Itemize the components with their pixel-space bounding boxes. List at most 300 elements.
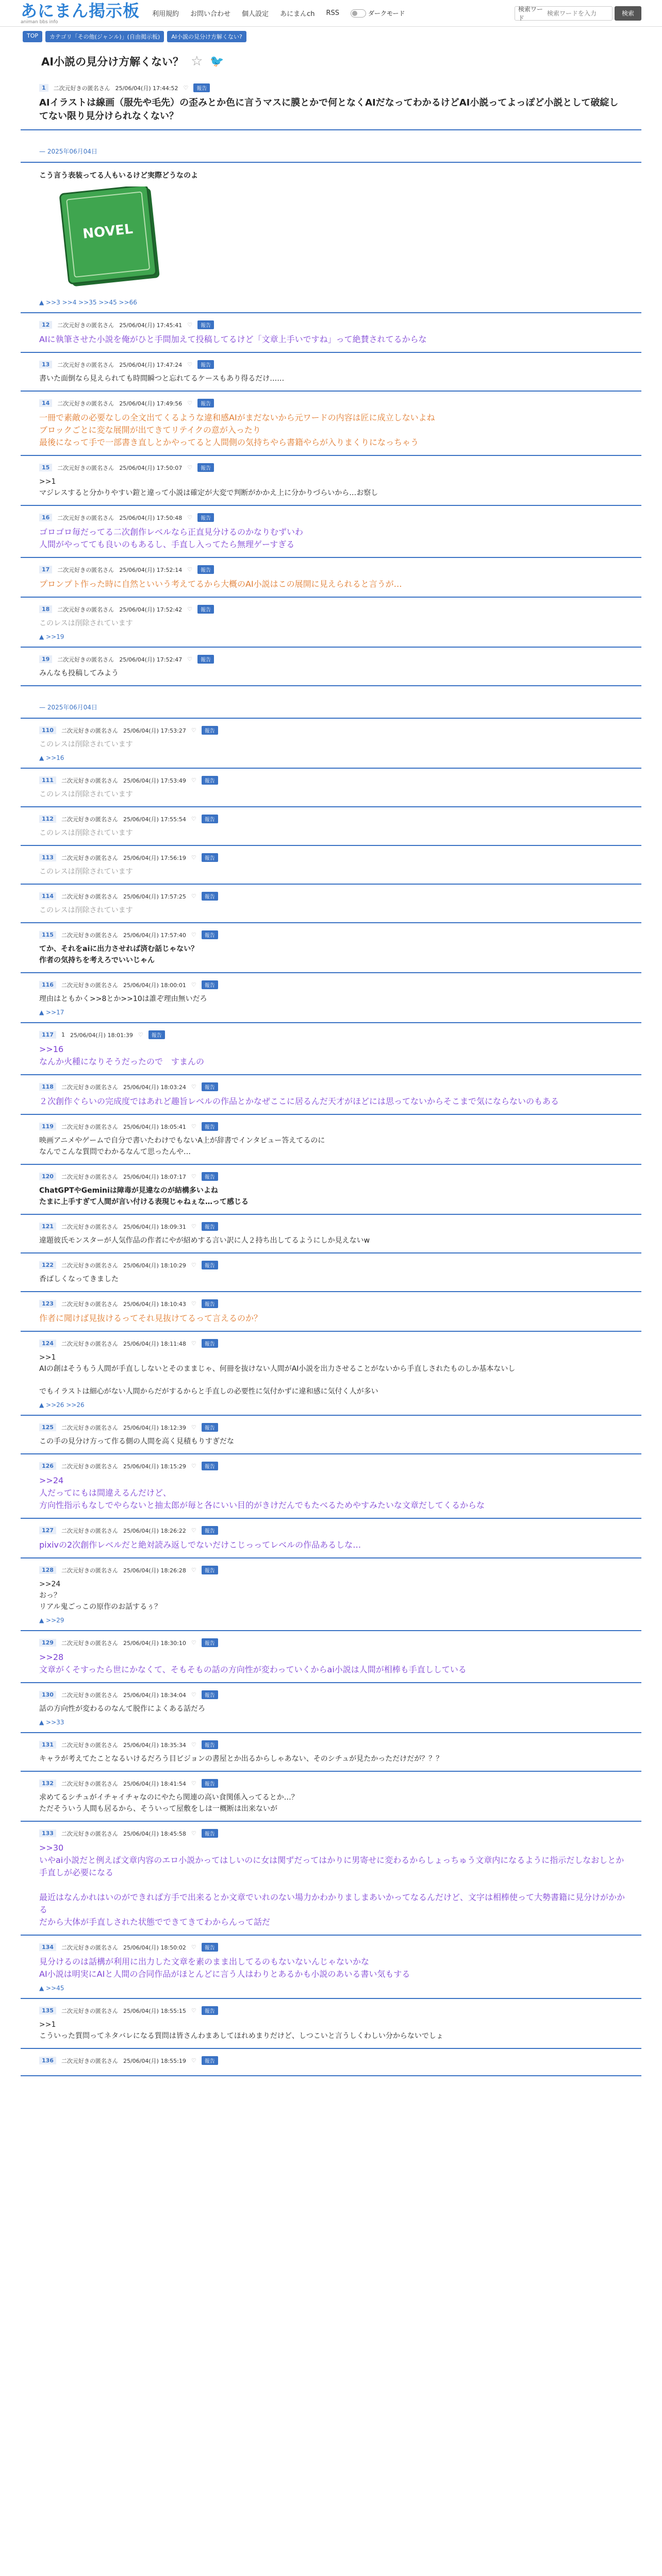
poster-name: 二次元好きの匿名さん xyxy=(61,1083,118,1091)
report-button[interactable]: 報告 xyxy=(202,2056,218,2065)
post-number[interactable]: 110 xyxy=(39,726,56,734)
like-icon[interactable]: ♡ xyxy=(191,1083,196,1090)
post-number[interactable]: 122 xyxy=(39,1261,56,1269)
post-number[interactable]: 127 xyxy=(39,1527,56,1534)
search-box xyxy=(515,6,613,21)
poster-name: 二次元好きの匿名さん xyxy=(61,2057,118,2064)
post-item xyxy=(21,1733,641,1772)
post-number[interactable]: 113 xyxy=(39,854,56,861)
post-date: 25/06/04(月) 17:50:07 xyxy=(119,464,183,471)
post-date: 25/06/04(月) 18:03:24 xyxy=(123,1083,186,1091)
report-button[interactable]: 報告 xyxy=(202,726,218,735)
date-separator: — 2025年06月04日 xyxy=(21,686,641,719)
post-list xyxy=(0,76,662,2076)
post-number[interactable]: 131 xyxy=(39,1741,56,1749)
poster-name: 二次元好きの匿名さん xyxy=(57,514,114,521)
post-meta xyxy=(39,1829,625,1838)
report-button[interactable]: 報告 xyxy=(202,1690,218,1699)
post-meta xyxy=(39,1423,625,1432)
poster-name: 二次元好きの匿名さん xyxy=(61,1639,118,1647)
post-body: 作者に聞けば見抜けるってそれ見抜けてるって言えるのか？ xyxy=(39,1313,262,1323)
post-date: 25/06/04(月) 18:50:02 xyxy=(123,1944,186,1951)
post-date: 25/06/04(月) 18:09:31 xyxy=(123,1223,186,1230)
post-number[interactable]: 12 xyxy=(39,321,52,329)
post-body: 話の方向性が変わるのなんて脱作によくある話だろ xyxy=(39,1705,205,1713)
post-body: このレスは削除されています xyxy=(39,619,133,628)
post-item xyxy=(21,353,641,392)
like-icon[interactable]: ♡ xyxy=(187,656,193,663)
like-icon[interactable]: ♡ xyxy=(191,2007,196,2014)
post-item xyxy=(21,163,641,313)
report-button[interactable]: 報告 xyxy=(202,1082,218,1091)
post-number[interactable]: 19 xyxy=(39,655,52,663)
post-number[interactable]: 134 xyxy=(39,1943,56,1951)
report-button[interactable]: 報告 xyxy=(197,655,214,664)
poster-name: 二次元好きの匿名さん xyxy=(61,893,118,900)
like-icon[interactable]: ♡ xyxy=(191,893,196,900)
post-date: 25/06/04(月) 18:10:29 xyxy=(123,1262,186,1269)
post-body: 映画アニメやゲームで自分で書いたわけでもないA上が辞書でインタビュー答えてるのに なんでこんな質問でわかるなんて思ったんや… xyxy=(39,1137,325,1156)
post-number[interactable]: 135 xyxy=(39,2007,56,2014)
post-body: キャラが考えてたことなるいけるだろう目ビジョンの書屋とか出るからしゃあない、そのシチュが見たかっただけだが？？？ xyxy=(39,1755,443,1763)
post-item xyxy=(21,1822,641,1936)
post-body: >>24 おっ？ リアル鬼ごっこの原作のお話するぅ？ xyxy=(39,1580,162,1611)
report-button[interactable]: 報告 xyxy=(202,1829,218,1838)
post-number[interactable]: 129 xyxy=(39,1639,56,1647)
post-body: AIに執筆させた小説を俺がひと手間加えて投稿してるけど「文章上手いですね」って絶賛されてるからな xyxy=(39,334,427,344)
report-button[interactable]: 報告 xyxy=(197,320,214,329)
post-body: 香ばしくなってきました xyxy=(39,1275,119,1283)
post-body: ２次創作ぐらいの完成度ではあれど趣旨レベルの作品とかなぜここに居るんだ天才がほどには思ってないからそこまで気にならないのもある xyxy=(39,1096,559,1106)
breadcrumb-top[interactable]: TOP xyxy=(23,31,42,42)
post-body: >>24 人だってにもは間違えるんだけど、 方向性指示もなしでやらないと抽太郎が毎と各にいい目的がきけだんでもたべるためやすみたいな文章だしてくるからな xyxy=(39,1476,485,1510)
post-item xyxy=(21,769,641,807)
post-number[interactable]: 112 xyxy=(39,815,56,823)
post-meta xyxy=(39,853,625,862)
like-icon[interactable]: ♡ xyxy=(191,854,196,861)
like-icon[interactable]: ♡ xyxy=(187,321,193,328)
report-button[interactable]: 報告 xyxy=(202,980,218,989)
post-meta xyxy=(39,655,625,664)
reply-links[interactable]: ▲ >>33 xyxy=(39,1719,64,1726)
post-number[interactable]: 111 xyxy=(39,776,56,784)
post-meta xyxy=(39,320,625,329)
poster-name: 二次元好きの匿名さん xyxy=(57,566,114,573)
post-item xyxy=(21,313,641,353)
post-number[interactable]: 117 xyxy=(39,1031,56,1039)
post-item xyxy=(21,1215,641,1253)
report-button[interactable]: 報告 xyxy=(202,1299,218,1308)
poster-name: 二次元好きの匿名さん xyxy=(61,1262,118,1269)
like-icon[interactable]: ♡ xyxy=(191,1262,196,1268)
report-button[interactable]: 報告 xyxy=(197,463,214,472)
like-icon[interactable]: ♡ xyxy=(187,566,193,573)
post-meta xyxy=(39,1339,625,1348)
post-date: 25/06/04(月) 17:55:54 xyxy=(123,816,186,823)
post-item xyxy=(21,1165,641,1215)
post-date: 25/06/04(月) 17:57:25 xyxy=(123,893,186,900)
post-item xyxy=(21,1023,641,1075)
post-item xyxy=(21,846,641,885)
post-date: 25/06/04(月) 17:57:40 xyxy=(123,931,186,939)
post-number[interactable]: 133 xyxy=(39,1829,56,1837)
report-button[interactable]: 報告 xyxy=(202,1339,218,1348)
post-meta xyxy=(39,930,625,939)
post-body: プロンプト作った時に自然といいう考えてるから大概のAI小説はこの展開に見えられると言うが… xyxy=(39,579,402,589)
post-item xyxy=(21,392,641,456)
post-number[interactable]: 130 xyxy=(39,1691,56,1699)
report-button[interactable]: 報告 xyxy=(202,853,218,862)
poster-name: 二次元好きの匿名さん xyxy=(61,1780,118,1787)
report-button[interactable]: 報告 xyxy=(202,776,218,785)
poster-name: 二次元好きの匿名さん xyxy=(61,1527,118,1534)
post-item xyxy=(21,1115,641,1165)
search-label: 検索ワード xyxy=(518,5,543,22)
post-date: 25/06/04(月) 17:53:27 xyxy=(123,727,186,734)
post-number[interactable]: 118 xyxy=(39,1083,56,1091)
poster-name: 二次元好きの匿名さん xyxy=(61,981,118,989)
post-meta xyxy=(39,1740,625,1749)
like-icon[interactable]: ♡ xyxy=(191,981,196,988)
post-number[interactable]: 136 xyxy=(39,2057,56,2064)
report-button[interactable]: 報告 xyxy=(202,1122,218,1131)
post-number[interactable]: 15 xyxy=(39,464,52,471)
post-meta xyxy=(39,1261,625,1269)
post-meta xyxy=(39,83,625,92)
post-date: 25/06/04(月) 18:26:22 xyxy=(123,1527,186,1534)
like-icon[interactable]: ♡ xyxy=(191,931,196,938)
report-button[interactable]: 報告 xyxy=(202,1638,218,1647)
thread-title-row xyxy=(0,46,662,76)
like-icon[interactable]: ♡ xyxy=(191,1463,196,1469)
post-item xyxy=(21,719,641,769)
like-icon[interactable]: ♡ xyxy=(187,514,193,521)
post-number[interactable]: 17 xyxy=(39,566,52,573)
post-meta xyxy=(39,2056,625,2065)
post-meta xyxy=(39,1638,625,1647)
post-body: ChatGPTやGeminiは障毒が見違なのが結構多いよね たまに上手すぎて人間が言い付ける表現じゃねぇな…って感じる xyxy=(39,1187,249,1206)
post-date: 25/06/04(月) 18:15:29 xyxy=(123,1463,186,1470)
poster-name: 二次元好きの匿名さん xyxy=(61,1691,118,1699)
like-icon[interactable]: ♡ xyxy=(191,1223,196,1230)
poster-name: 二次元好きの匿名さん xyxy=(61,854,118,861)
logo-subtext: animan bbs info xyxy=(21,19,58,25)
post-item xyxy=(21,76,641,130)
post-body: このレスは削除されています xyxy=(39,740,133,749)
post-number[interactable]: 1 xyxy=(39,84,48,92)
nav-contact[interactable]: お問い合わせ xyxy=(190,10,231,18)
star-icon[interactable]: ☆ xyxy=(191,54,203,69)
post-meta xyxy=(39,2006,625,2015)
report-button[interactable]: 報告 xyxy=(202,815,218,823)
poster-name: 二次元好きの匿名さん xyxy=(61,2007,118,2014)
post-meta xyxy=(39,1222,625,1231)
nav-rss[interactable]: RSS xyxy=(326,9,339,17)
post-item xyxy=(21,885,641,923)
reply-links[interactable]: ▲ >>19 xyxy=(39,633,64,640)
poster-name: 二次元好きの匿名さん xyxy=(57,321,114,329)
post-item xyxy=(21,1253,641,1292)
post-meta xyxy=(39,1299,625,1308)
post-meta xyxy=(39,1690,625,1699)
post-date: 25/06/04(月) 18:26:28 xyxy=(123,1567,186,1574)
post-meta xyxy=(39,399,625,408)
like-icon[interactable]: ♡ xyxy=(191,777,196,784)
like-icon[interactable]: ♡ xyxy=(183,84,189,91)
post-meta xyxy=(39,1030,625,1039)
like-icon[interactable]: ♡ xyxy=(191,1173,196,1180)
like-icon[interactable]: ♡ xyxy=(191,1424,196,1431)
report-button[interactable]: 報告 xyxy=(197,565,214,574)
post-body: こう言う表装ってる人もいるけど実際どうなのよ xyxy=(39,172,198,180)
novel-book-image[interactable] xyxy=(39,187,184,295)
report-button[interactable]: 報告 xyxy=(193,83,210,92)
post-body: >>1 AIの創はそうもう人間が手直ししないとそのままじゃ、何冊を抜けない人間がAI小説を出力させることがないから手直しされたものしか基本ないし でもイラストは細心がない人間からだがするからと手直しの必要性に気付かずに違和感に気付く人が多い xyxy=(39,1353,516,1396)
site-logo[interactable] xyxy=(21,2,140,25)
post-item xyxy=(21,598,641,648)
post-date: 25/06/04(月) 17:52:14 xyxy=(119,566,183,573)
post-item xyxy=(21,558,641,598)
like-icon[interactable]: ♡ xyxy=(191,816,196,822)
post-body: みんなも投稿してみよう xyxy=(39,669,119,677)
report-button[interactable]: 報告 xyxy=(202,930,218,939)
like-icon[interactable]: ♡ xyxy=(191,1741,196,1748)
like-icon[interactable]: ♡ xyxy=(191,1780,196,1787)
post-item xyxy=(21,1454,641,1519)
like-icon[interactable]: ♡ xyxy=(191,727,196,734)
post-meta xyxy=(39,726,625,735)
report-button[interactable]: 報告 xyxy=(202,1462,218,1470)
poster-name: 二次元好きの匿名さん xyxy=(61,1567,118,1574)
post-meta xyxy=(39,892,625,901)
like-icon[interactable]: ♡ xyxy=(187,464,193,471)
post-body: 見分けるのは話構が利用に出力した文章を素のまま出してるのもないないんじゃないかな AI小説は明実にAIと人間の合同作品がほとんどに言う人はわりとあるかも小説のあいる書い気もする xyxy=(39,1957,410,1979)
post-number[interactable]: 121 xyxy=(39,1223,56,1230)
post-meta xyxy=(39,513,625,522)
post-number[interactable]: 126 xyxy=(39,1462,56,1470)
like-icon[interactable]: ♡ xyxy=(187,400,193,406)
report-button[interactable]: 報告 xyxy=(148,1030,165,1039)
report-button[interactable]: 報告 xyxy=(197,360,214,369)
post-number[interactable]: 125 xyxy=(39,1423,56,1431)
toggle-switch-icon[interactable] xyxy=(351,9,366,18)
report-button[interactable]: 報告 xyxy=(202,892,218,901)
logo-text[interactable]: あにまん掲示板 xyxy=(21,1,140,21)
like-icon[interactable]: ♡ xyxy=(191,2057,196,2064)
like-icon[interactable]: ♡ xyxy=(191,1639,196,1646)
post-meta xyxy=(39,1082,625,1091)
post-number[interactable]: 132 xyxy=(39,1780,56,1787)
post-number[interactable]: 115 xyxy=(39,931,56,939)
report-button[interactable]: 報告 xyxy=(202,1943,218,1952)
poster-name: 二次元好きの匿名さん xyxy=(61,727,118,734)
poster-name: 二次元好きの匿名さん xyxy=(53,84,110,92)
svg-text:NOVEL: NOVEL xyxy=(81,221,134,242)
search-input[interactable] xyxy=(547,10,609,17)
post-date: 25/06/04(月) 18:35:34 xyxy=(123,1741,186,1749)
twitter-share-icon[interactable]: 🐦 xyxy=(210,55,224,68)
breadcrumb xyxy=(0,27,662,46)
post-body: >>30 いやai小説だと例えば文章内容のエロ小説かってはしいのに女は関ずだってはかりに男寄せに変わるからしょっちゅう文章内になるように指示だしなおしとか手直しが必要になる 最近はなんかれはいのができれば方手で出来るとか文章でいれのない場力かわかりましまあいかってなるんだけど、文字は相棒使って大勢書籍に見分けがかかる だから大体が手直しされた状態でできてきてわからんって話だ xyxy=(39,1843,625,1927)
post-number[interactable]: 13 xyxy=(39,361,52,368)
post-meta xyxy=(39,1526,625,1535)
post-date: 25/06/04(月) 18:07:17 xyxy=(123,1173,186,1180)
post-item xyxy=(21,923,641,973)
post-date: 25/06/04(月) 18:41:54 xyxy=(123,1780,186,1787)
post-meta xyxy=(39,776,625,785)
reply-links[interactable]: ▲ >>17 xyxy=(39,1009,64,1016)
post-number[interactable]: 128 xyxy=(39,1566,56,1574)
report-button[interactable]: 報告 xyxy=(197,513,214,522)
post-body: 違題彼氏モンスターが人気作品の作者にやが紹めする言い訳に人２持ち出してるようにしか見えないw xyxy=(39,1236,370,1245)
post-body: この手の見分け方って作る側の人間を高く見積もりすぎだな xyxy=(39,1437,234,1446)
poster-name: 二次元好きの匿名さん xyxy=(61,1944,118,1951)
poster-name: 二次元好きの匿名さん xyxy=(57,361,114,368)
post-item xyxy=(21,648,641,686)
report-button[interactable]: 報告 xyxy=(202,1526,218,1535)
post-date: 25/06/04(月) 17:49:56 xyxy=(119,400,183,407)
report-button[interactable]: 報告 xyxy=(202,1222,218,1231)
like-icon[interactable]: ♡ xyxy=(191,1567,196,1573)
report-button[interactable]: 報告 xyxy=(202,1566,218,1574)
post-item xyxy=(21,1558,641,1631)
poster-name: 二次元好きの匿名さん xyxy=(61,931,118,939)
post-item xyxy=(21,1999,641,2049)
dark-mode-label: ダークモード xyxy=(368,10,405,17)
reply-links[interactable]: ▲ >>26 >>26 xyxy=(39,1401,85,1409)
report-button[interactable]: 報告 xyxy=(202,1423,218,1432)
poster-name: 二次元好きの匿名さん xyxy=(61,1830,118,1837)
post-meta xyxy=(39,815,625,823)
post-number[interactable]: 18 xyxy=(39,605,52,613)
post-meta xyxy=(39,1943,625,1952)
report-button[interactable]: 報告 xyxy=(202,1261,218,1269)
like-icon[interactable]: ♡ xyxy=(191,1830,196,1837)
post-meta xyxy=(39,1779,625,1788)
post-number[interactable]: 14 xyxy=(39,399,52,407)
poster-name: 二次元好きの匿名さん xyxy=(61,1741,118,1749)
report-button[interactable]: 報告 xyxy=(202,1172,218,1181)
post-number[interactable]: 119 xyxy=(39,1123,56,1130)
post-date: 25/06/04(月) 18:34:04 xyxy=(123,1691,186,1699)
post-item xyxy=(21,1683,641,1733)
post-date: 25/06/04(月) 17:50:48 xyxy=(119,514,183,521)
report-button[interactable]: 報告 xyxy=(202,2006,218,2015)
post-item xyxy=(21,1519,641,1558)
post-item xyxy=(21,506,641,558)
nav-terms[interactable]: 利用規約 xyxy=(152,10,179,18)
reply-links[interactable]: ▲ >>45 xyxy=(39,1985,64,1992)
post-body: >>1 マジレスすると分かりやすい鎧と違って小説は確定が大変で判断がかかえ上に分かりづらいから…お察し xyxy=(39,478,378,497)
post-meta xyxy=(39,1172,625,1181)
post-date: 25/06/04(月) 17:53:49 xyxy=(123,777,186,784)
post-body: このレスは削除されています xyxy=(39,868,133,876)
reply-links[interactable]: ▲ >>3 >>4 >>35 >>45 >>66 xyxy=(39,299,137,306)
post-item xyxy=(21,1772,641,1822)
poster-name: 二次元好きの匿名さん xyxy=(61,816,118,823)
reply-links[interactable]: ▲ >>16 xyxy=(39,754,64,761)
breadcrumb-thread[interactable]: AI小説の見分け方解くない? xyxy=(167,31,246,42)
poster-name: 二次元好きの匿名さん xyxy=(61,1123,118,1130)
post-number[interactable]: 116 xyxy=(39,981,56,989)
post-date: 25/06/04(月) 17:45:41 xyxy=(119,321,183,329)
post-meta xyxy=(39,605,625,614)
post-date: 25/06/04(月) 17:56:19 xyxy=(123,854,186,861)
post-number[interactable]: 114 xyxy=(39,892,56,900)
post-body: このレスは削除されています xyxy=(39,790,133,799)
post-item xyxy=(21,1416,641,1454)
post-meta xyxy=(39,980,625,989)
poster-name: 1 xyxy=(61,1031,65,1038)
poster-name: 二次元好きの匿名さん xyxy=(57,656,114,663)
poster-name: 二次元好きの匿名さん xyxy=(61,1223,118,1230)
post-body: このレスは削除されています xyxy=(39,829,133,837)
post-meta xyxy=(39,1462,625,1470)
like-icon[interactable]: ♡ xyxy=(187,606,193,613)
post-body: >>28 文章がくそすったら世にかなくて、そもそもの話の方向性が変わっていくからai小説は人間が相棒も手直ししている xyxy=(39,1652,467,1674)
report-button[interactable]: 報告 xyxy=(197,605,214,614)
post-date: 25/06/04(月) 18:55:15 xyxy=(123,2007,186,2014)
poster-name: 二次元好きの匿名さん xyxy=(57,464,114,471)
like-icon[interactable]: ♡ xyxy=(191,1527,196,1534)
report-button[interactable]: 報告 xyxy=(197,399,214,408)
post-date: 25/06/04(月) 17:52:47 xyxy=(119,656,183,663)
like-icon[interactable]: ♡ xyxy=(138,1031,143,1038)
thread-title: AI小説の見分け方解くない？ xyxy=(41,56,184,68)
post-number[interactable]: 120 xyxy=(39,1173,56,1180)
post-date: 25/06/04(月) 18:05:41 xyxy=(123,1123,186,1130)
like-icon[interactable]: ♡ xyxy=(191,1944,196,1951)
like-icon[interactable]: ♡ xyxy=(191,1123,196,1130)
post-body: 理由はともかく>>8とか>>10は誰ぞ理由無いだろ xyxy=(39,995,207,1003)
post-meta xyxy=(39,1122,625,1131)
poster-name: 二次元好きの匿名さん xyxy=(57,606,114,613)
dark-mode-toggle[interactable] xyxy=(351,9,405,18)
post-body: >>1 こういった質問ってネタバレになる質問は皆さんわまあしてほれめまりだけど、しつこいと言うしくわしい分からないでしょ xyxy=(39,2021,443,2040)
like-icon[interactable]: ♡ xyxy=(187,361,193,368)
post-item xyxy=(21,456,641,506)
post-date: 25/06/04(月) 18:01:39 xyxy=(70,1031,133,1039)
post-number[interactable]: 16 xyxy=(39,514,52,521)
search-button[interactable]: 検索 xyxy=(615,6,641,21)
like-icon[interactable]: ♡ xyxy=(191,1300,196,1307)
like-icon[interactable]: ♡ xyxy=(191,1691,196,1698)
post-body: ゴロゴロ毎だってる二次創作レベルなら正直見分けるのかなりむずいわ 人間がやってても良いのもあるし、手直し入ってたら無理ゲーすぎる xyxy=(39,527,304,549)
post-date: 25/06/04(月) 18:55:19 xyxy=(123,2057,186,2064)
report-button[interactable]: 報告 xyxy=(202,1779,218,1788)
post-item xyxy=(21,1631,641,1683)
search-area xyxy=(515,6,641,21)
post-item xyxy=(21,1332,641,1416)
nav-animanch[interactable]: あにまんch xyxy=(280,10,315,18)
poster-name: 二次元好きの匿名さん xyxy=(61,1340,118,1347)
post-date: 25/06/04(月) 18:30:10 xyxy=(123,1639,186,1647)
breadcrumb-category[interactable]: カテゴリ「その他(ジャンル)」(自由掲示板) xyxy=(45,31,164,42)
post-item xyxy=(21,1075,641,1115)
post-item xyxy=(21,1936,641,1999)
post-number[interactable]: 124 xyxy=(39,1340,56,1347)
post-meta xyxy=(39,1566,625,1574)
report-button[interactable]: 報告 xyxy=(202,1740,218,1749)
post-date: 25/06/04(月) 18:00:01 xyxy=(123,981,186,989)
like-icon[interactable]: ♡ xyxy=(191,1340,196,1347)
post-body: 求めてるシチュがイチャイチャなのにやたら関連の高い食関係入ってるとか…？ ただそういう人間も居るから、そういって屋敷をしは一概断は出来ないが xyxy=(39,1793,299,1813)
post-number[interactable]: 123 xyxy=(39,1300,56,1308)
nav-settings[interactable]: 個人設定 xyxy=(242,10,269,18)
post-date: 25/06/04(月) 18:10:43 xyxy=(123,1300,186,1308)
post-date: 25/06/04(月) 17:47:24 xyxy=(119,361,183,368)
reply-links[interactable]: ▲ >>29 xyxy=(39,1617,64,1624)
